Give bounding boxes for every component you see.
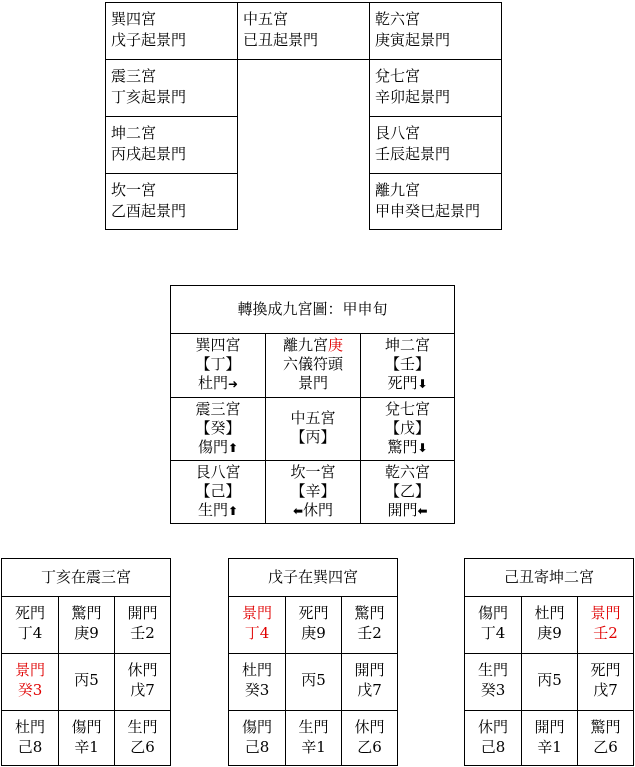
stem-number: 己8	[480, 738, 506, 756]
start-door: 辛卯起景門	[375, 88, 451, 106]
start-door: 乙酉起景門	[111, 202, 187, 220]
stem-number: 庚9	[74, 624, 99, 642]
stem-number: 庚9	[537, 624, 562, 642]
door-cell	[464, 653, 522, 711]
palace-stem: 【丙】	[290, 428, 336, 446]
door-name: 杜門	[241, 661, 272, 679]
door-name: 死門	[14, 604, 45, 622]
stem-number: 癸3	[244, 681, 270, 699]
stem-number: 丁4	[480, 624, 506, 642]
door-name: 杜門	[14, 718, 45, 736]
door-cell	[228, 596, 286, 654]
door-cell	[285, 710, 342, 766]
palace-name: 震三宮	[111, 67, 157, 85]
top-cell-zhen	[105, 59, 238, 117]
palace-cell-center	[265, 397, 361, 461]
door-name: 傷門	[71, 718, 102, 736]
door-cell	[1, 710, 59, 766]
door-cell	[114, 710, 171, 766]
palace-name: 艮八宮	[195, 463, 241, 481]
door-name: 開門	[534, 718, 565, 736]
palace-door: 生門	[197, 501, 228, 519]
palace-door: 休門	[303, 501, 334, 519]
door-name: 傷門	[241, 718, 272, 736]
stem-number: 癸3	[480, 681, 506, 699]
door-name: 生門	[477, 661, 508, 679]
palace-door: 死門	[387, 374, 418, 392]
door-cell	[1, 653, 59, 711]
stem-number: 庚9	[301, 624, 326, 642]
stem-number: 壬2	[130, 624, 155, 642]
palace-name: 兌七宮	[384, 400, 430, 418]
stem-number: 丙5	[301, 671, 326, 689]
door-cell	[521, 596, 578, 654]
door-cell	[464, 596, 522, 654]
palace-name: 坤二宮	[384, 336, 430, 354]
start-door: 已丑起景門	[243, 31, 319, 49]
palace-door: 景門	[297, 374, 328, 392]
palace-name: 巽四宮	[195, 336, 241, 354]
stem-number: 丙5	[537, 671, 562, 689]
door-cell	[341, 710, 398, 766]
palace-stem: 【戊】	[384, 419, 430, 437]
stem-number: 己8	[244, 738, 270, 756]
stem-number: 丙5	[74, 671, 99, 689]
arrow-right-icon: ➜	[227, 377, 239, 391]
palace-stem: 【己】	[195, 482, 241, 500]
stem-number: 乙6	[593, 738, 618, 756]
palace-door: 杜門	[197, 374, 228, 392]
palace-cell-li	[265, 333, 361, 398]
start-door: 戊子起景門	[111, 31, 187, 49]
palace-door-line	[361, 374, 454, 394]
arrow-down-icon: ⬇	[417, 377, 428, 391]
door-name: 驚門	[354, 604, 385, 622]
top-cell-gen	[369, 116, 502, 174]
small-table-jichou	[464, 558, 634, 766]
palace-start-table	[105, 2, 502, 228]
palace-name: 巽四宮	[111, 10, 157, 28]
palace-cell-zhen	[170, 397, 266, 461]
top-cell-xun	[105, 2, 238, 60]
small-table-wuzi	[228, 558, 398, 766]
door-cell	[464, 710, 522, 766]
door-cell	[114, 653, 171, 711]
stem-number: 乙6	[130, 738, 155, 756]
nine-palace-title: 轉換成九宮圖：甲申旬	[170, 285, 455, 334]
small-table-title: 丁亥在震三宮	[1, 558, 171, 597]
start-door: 丁亥起景門	[111, 88, 187, 106]
door-cell	[58, 596, 115, 654]
door-cell	[577, 653, 634, 711]
palace-name: 坤二宮	[111, 124, 157, 142]
palace-door-line	[171, 501, 265, 521]
arrow-up-icon: ⬆	[227, 441, 239, 455]
palace-stem: 【丁】	[195, 355, 241, 373]
stem-number: 丁4	[17, 624, 43, 642]
start-door: 丙戌起景門	[111, 145, 187, 163]
door-cell	[521, 710, 578, 766]
door-name: 景門	[14, 661, 45, 679]
palace-name: 坎一宮	[111, 181, 157, 199]
stem-number: 癸3	[17, 681, 43, 699]
door-cell	[58, 710, 115, 766]
door-name: 休門	[127, 661, 158, 679]
palace-name: 中五宮	[243, 10, 289, 28]
palace-door-line	[171, 438, 265, 458]
door-cell	[114, 596, 171, 654]
top-cell-kun	[105, 116, 238, 174]
door-name: 景門	[590, 604, 621, 622]
palace-door: 傷門	[197, 438, 228, 456]
palace-name: 艮八宮	[375, 124, 421, 142]
palace-door-line	[171, 374, 265, 394]
door-cell	[341, 653, 398, 711]
arrow-down-icon: ⬇	[417, 441, 428, 455]
top-cell-li	[369, 173, 502, 230]
palace-cell-qian	[360, 460, 455, 524]
palace-stem: 【癸】	[195, 419, 241, 437]
door-cell	[228, 710, 286, 766]
stem-number: 戊7	[357, 681, 382, 699]
palace-cell-kan	[265, 460, 361, 524]
palace-cell-kun	[360, 333, 455, 398]
palace-stem: 【壬】	[384, 355, 430, 373]
door-name: 驚門	[71, 604, 102, 622]
door-cell	[285, 596, 342, 654]
palace-name: 離九宮	[375, 181, 421, 199]
door-name: 休門	[354, 718, 385, 736]
door-name: 生門	[127, 718, 158, 736]
door-name: 傷門	[477, 604, 508, 622]
palace-cell-gen	[170, 460, 266, 524]
small-table-title: 戊子在巽四宮	[228, 558, 398, 597]
stem-number: 丁4	[244, 624, 270, 642]
stem-number: 戊7	[130, 681, 155, 699]
door-name: 休門	[477, 718, 508, 736]
small-table-dinghai	[1, 558, 171, 766]
stem-number: 壬2	[357, 624, 382, 642]
stem-number: 辛1	[537, 738, 562, 756]
door-name: 死門	[590, 661, 621, 679]
door-name: 死門	[298, 604, 329, 622]
door-name: 驚門	[590, 718, 621, 736]
top-cell-kan	[105, 173, 238, 230]
door-cell	[577, 596, 634, 654]
palace-stem: 六儀符頭	[282, 355, 343, 373]
stem-number: 己8	[17, 738, 43, 756]
palace-door-line	[361, 501, 454, 521]
door-cell	[228, 653, 286, 711]
door-cell	[341, 596, 398, 654]
palace-name: 乾六宮	[375, 10, 421, 28]
door-cell	[285, 653, 342, 711]
stem-number: 辛1	[74, 738, 99, 756]
palace-name: 坎一宮	[290, 463, 336, 481]
door-name: 杜門	[534, 604, 565, 622]
top-cell-center	[237, 2, 370, 60]
door-name: 景門	[241, 604, 272, 622]
palace-cell-xun	[170, 333, 266, 398]
arrow-left-icon: ⬅	[417, 504, 428, 518]
door-cell	[577, 710, 634, 766]
palace-door-line	[266, 501, 360, 521]
palace-name: 離九宮	[282, 336, 328, 354]
stem-number: 戊7	[593, 681, 618, 699]
stem-number: 壬2	[593, 624, 618, 642]
door-cell	[1, 596, 59, 654]
palace-stem: 【辛】	[290, 482, 336, 500]
door-cell	[521, 653, 578, 711]
door-name: 生門	[298, 718, 329, 736]
palace-name: 乾六宮	[384, 463, 430, 481]
stem-number: 辛1	[301, 738, 326, 756]
door-cell	[58, 653, 115, 711]
start-door: 壬辰起景門	[375, 145, 451, 163]
start-door: 庚寅起景門	[375, 31, 451, 49]
palace-door: 驚門	[387, 438, 418, 456]
palace-cell-dui	[360, 397, 455, 461]
small-table-title: 己丑寄坤二宮	[464, 558, 634, 597]
top-cell-qian	[369, 2, 502, 60]
palace-name: 震三宮	[195, 400, 241, 418]
stem-number: 乙6	[357, 738, 382, 756]
top-cell-dui	[369, 59, 502, 117]
palace-name-line	[266, 336, 360, 355]
start-door: 甲申癸巳起景門	[375, 202, 481, 220]
arrow-up-icon: ⬆	[227, 504, 239, 518]
palace-door-line	[361, 438, 454, 458]
palace-door: 開門	[387, 501, 418, 519]
arrow-left-icon: ⬅	[292, 504, 304, 518]
door-name: 開門	[354, 661, 385, 679]
palace-name: 兌七宮	[375, 67, 421, 85]
palace-name: 中五宮	[290, 409, 336, 427]
palace-name-red: 庚	[328, 336, 344, 354]
nine-palace-diagram	[170, 285, 455, 524]
door-name: 開門	[127, 604, 158, 622]
palace-stem: 【乙】	[384, 482, 430, 500]
